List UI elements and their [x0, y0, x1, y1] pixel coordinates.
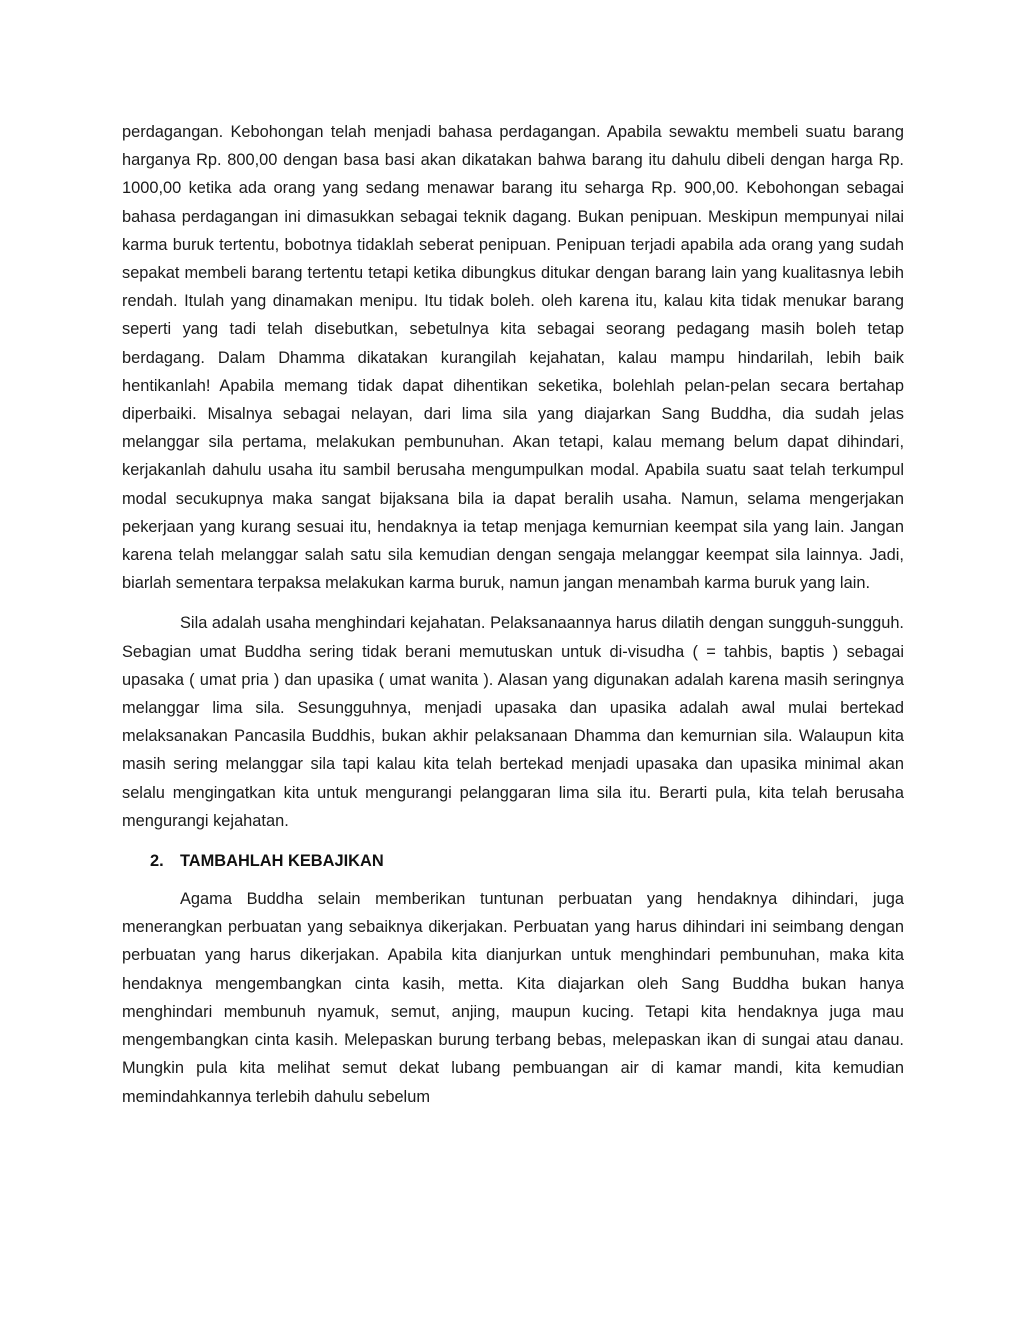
document-body	[122, 118, 904, 1111]
section-heading	[122, 847, 904, 875]
section-number: 2.	[150, 852, 164, 871]
paragraph-sila: Sila adalah usaha menghindari kejahatan. Pelaksanaannya harus dilatih dengan sungguh-sungguh. Sebagian umat Buddha sering tidak berani memutuskan untuk di-visudha ( = tahbis, baptis ) sebagai upasaka ( umat pria ) dan upasika ( umat wanita ). Alasan yang digunakan adalah karena masih seringnya melanggar lima sila. Sesungguhnya, menjadi upasaka dan upasika adalah awal mulai bertekad melaksanakan Pancasila Buddhis, bukan akhir pelaksanaan Dhamma dan kemurnian sila. Walaupun kita masih sering melanggar sila tapi kalau kita telah bertekad menjadi upasaka dan upasika minimal akan selalu mengingatkan kita untuk mengurangi pelanggaran lima sila itu. Berarti pula, kita telah berusaha mengurangi kejahatan.	[122, 614, 904, 830]
section-title: TAMBAHLAH KEBAJIKAN	[180, 852, 384, 871]
paragraph-continued: perdagangan. Kebohongan telah menjadi bahasa perdagangan. Apabila sewaktu membeli suatu barang harganya Rp. 800,00 dengan basa basi akan dikatakan bahwa barang itu dahulu dibeli dengan harga Rp. 1000,00 ketika ada orang yang sedang menawar barang itu seharga Rp. 900,00. Kebohongan sebagai bahasa perdagangan ini dimasukkan sebagai teknik dagang. Bukan penipuan. Meskipun mempunyai nilai karma buruk tertentu, bobotnya tidaklah seberat penipuan. Penipuan terjadi apabila ada orang yang sudah sepakat membeli barang tertentu tetapi ketika dibungkus ditukar dengan barang lain yang kualitasnya lebih rendah. Itulah yang dinamakan menipu. Itu tidak boleh. oleh karena itu, kalau kita tidak menukar barang seperti yang tadi telah disebutkan, sebetulnya kita sebagai seorang pedagang masih boleh tetap berdagang. Dalam Dhamma dikatakan kurangilah kejahatan, kalau mampu hindarilah, lebih baik hentikanlah! Apabila memang tidak dapat dihentikan seketika, bolehlah pelan-pelan secara bertahap diperbaiki. Misalnya sebagai nelayan, dari lima sila yang diajarkan Sang Buddha, dia sudah jelas melanggar sila pertama, melakukan pembunuhan. Akan tetapi, kalau memang belum dapat dihindari, kerjakanlah dahulu usaha itu sambil berusaha mengumpulkan modal. Apabila suatu saat telah terkumpul modal secukupnya maka sangat bijaksana bila ia dapat beralih usaha. Namun, selama mengerjakan pekerjaan yang kurang sesuai itu, hendaknya ia tetap menjaga kemurnian keempat sila yang lain. Jangan karena telah melanggar salah satu sila kemudian dengan sengaja melanggar keempat sila lainnya. Jadi, biarlah sementara terpaksa melakukan karma buruk, namun jangan menambah karma buruk yang lain.	[122, 123, 904, 593]
paragraph-kebajikan: Agama Buddha selain memberikan tuntunan perbuatan yang hendaknya dihindari, juga menerangkan perbuatan yang sebaiknya dikerjakan. Perbuatan yang harus dihindari ini seimbang dengan perbuatan yang harus dikerjakan. Apabila kita dianjurkan untuk menghindari pembunuhan, maka kita hendaknya mengembangkan cinta kasih, metta. Kita diajarkan oleh Sang Buddha bukan hanya menghindari membunuh nyamuk, semut, anjing, maupun kucing. Tetapi kita hendaknya juga mau mengembangkan cinta kasih. Melepaskan burung terbang bebas, melepaskan ikan di sungai atau danau. Mungkin pula kita melihat semut dekat lubang pembuangan air di kamar mandi, kita kemudian memindahkannya terlebih dahulu sebelum	[122, 890, 904, 1106]
